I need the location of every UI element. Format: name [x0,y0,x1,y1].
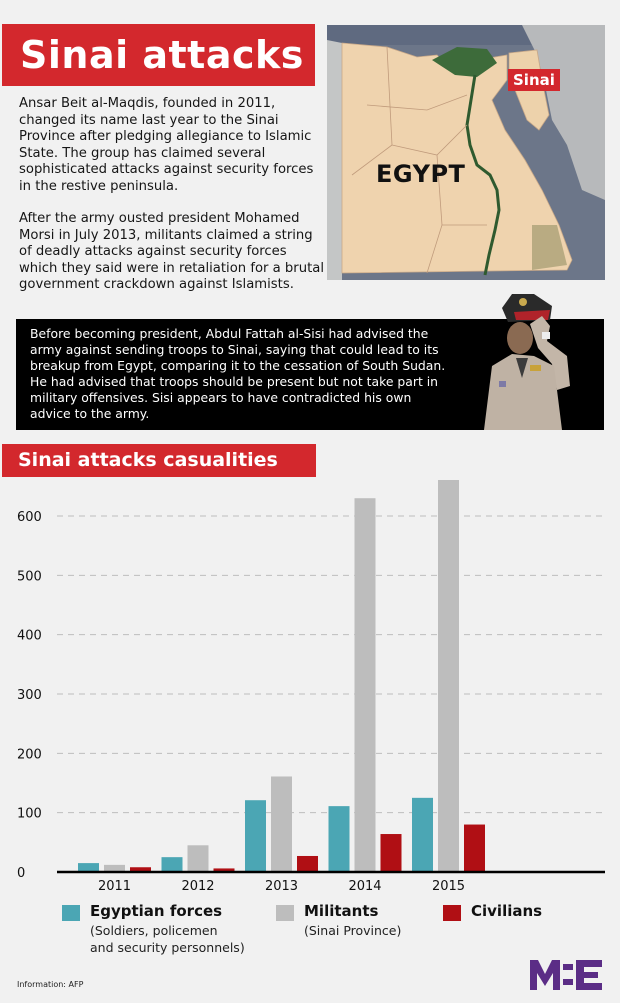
bar-egyptian-forces-2011 [78,863,99,872]
bar-egyptian-forces-2013 [245,800,266,872]
y-tick-label: 500 [17,569,42,585]
y-tick-label: 300 [17,688,42,704]
intro-text [19,96,324,310]
intro-paragraph-2: After the army ousted president Mohamed Morsi in July 2013, militants claimed a string of deadly attacks against security forces which they said were in retaliation for a brutal government crackdown against Islamists. [19,211,324,292]
bar-militants-2014 [355,498,376,872]
x-tick-label: 2012 [181,879,215,894]
bar-civilians-2014 [381,834,402,872]
bar-militants-2013 [271,776,292,872]
source-note: Information: AFP [17,980,84,989]
bar-egyptian-forces-2014 [329,806,350,872]
quote-text: Before becoming president, Abdul Fattah al-Sisi had advised the army against sending troops to Sinai, saying that could lead to its breakup from Egypt, comparing it to the cessation of South Sudan. He had advised that troops should be present but not take part in military offensives. Sisi appears to have contradicted his own advice to the army. [30,326,446,421]
casualties-bar-chart [0,480,620,900]
map-graphic [327,25,605,280]
map-label-egypt: EGYPT [376,160,466,188]
bar-egyptian-forces-2012 [162,857,183,872]
bar-militants-2012 [188,845,209,872]
legend-swatch-civilians [443,905,461,921]
x-tick-label: 2013 [264,879,299,894]
x-tick-label: 2014 [348,879,382,894]
y-tick-label: 100 [17,806,42,822]
bar-civilians-2013 [297,856,318,872]
y-tick-label: 400 [17,628,42,644]
chart-title: Sinai attacks casualities [2,444,316,477]
x-tick-label: 2015 [431,879,466,894]
sisi-photo [472,286,577,430]
legend-sublabel-line-2: and security personnels) [90,940,245,955]
legend-swatch-militants [276,905,294,921]
bar-militants-2015 [438,480,459,872]
bar-egyptian-forces-2015 [412,798,433,872]
legend-label: Militants [304,902,379,920]
y-tick-label: 0 [17,866,26,881]
page-title: Sinai attacks [2,24,315,86]
y-tick-label: 600 [17,510,42,526]
intro-paragraph-1: Ansar Beit al-Maqdis, founded in 2011, changed its name last year to the Sinai Province after pledging allegiance to Islamic State. The group has claimed several sophisticated attacks against security forces in the restive peninsula. [19,96,314,194]
y-tick-label: 200 [17,747,42,763]
legend-label: Civilians [471,902,543,920]
mee-logo [530,958,604,992]
map-label-sinai: Sinai [508,69,560,91]
x-tick-label: 2011 [97,879,132,894]
egypt-map [327,25,605,280]
bar-civilians-2015 [464,825,485,872]
legend-label: Egyptian forces [90,902,223,920]
legend-sublabel: (Sinai Province) [304,923,402,938]
legend-sublabel-line-1: (Soldiers, policemen [90,923,218,938]
legend-swatch-egyptian-forces [62,905,80,921]
legend-sublabel [90,922,245,956]
